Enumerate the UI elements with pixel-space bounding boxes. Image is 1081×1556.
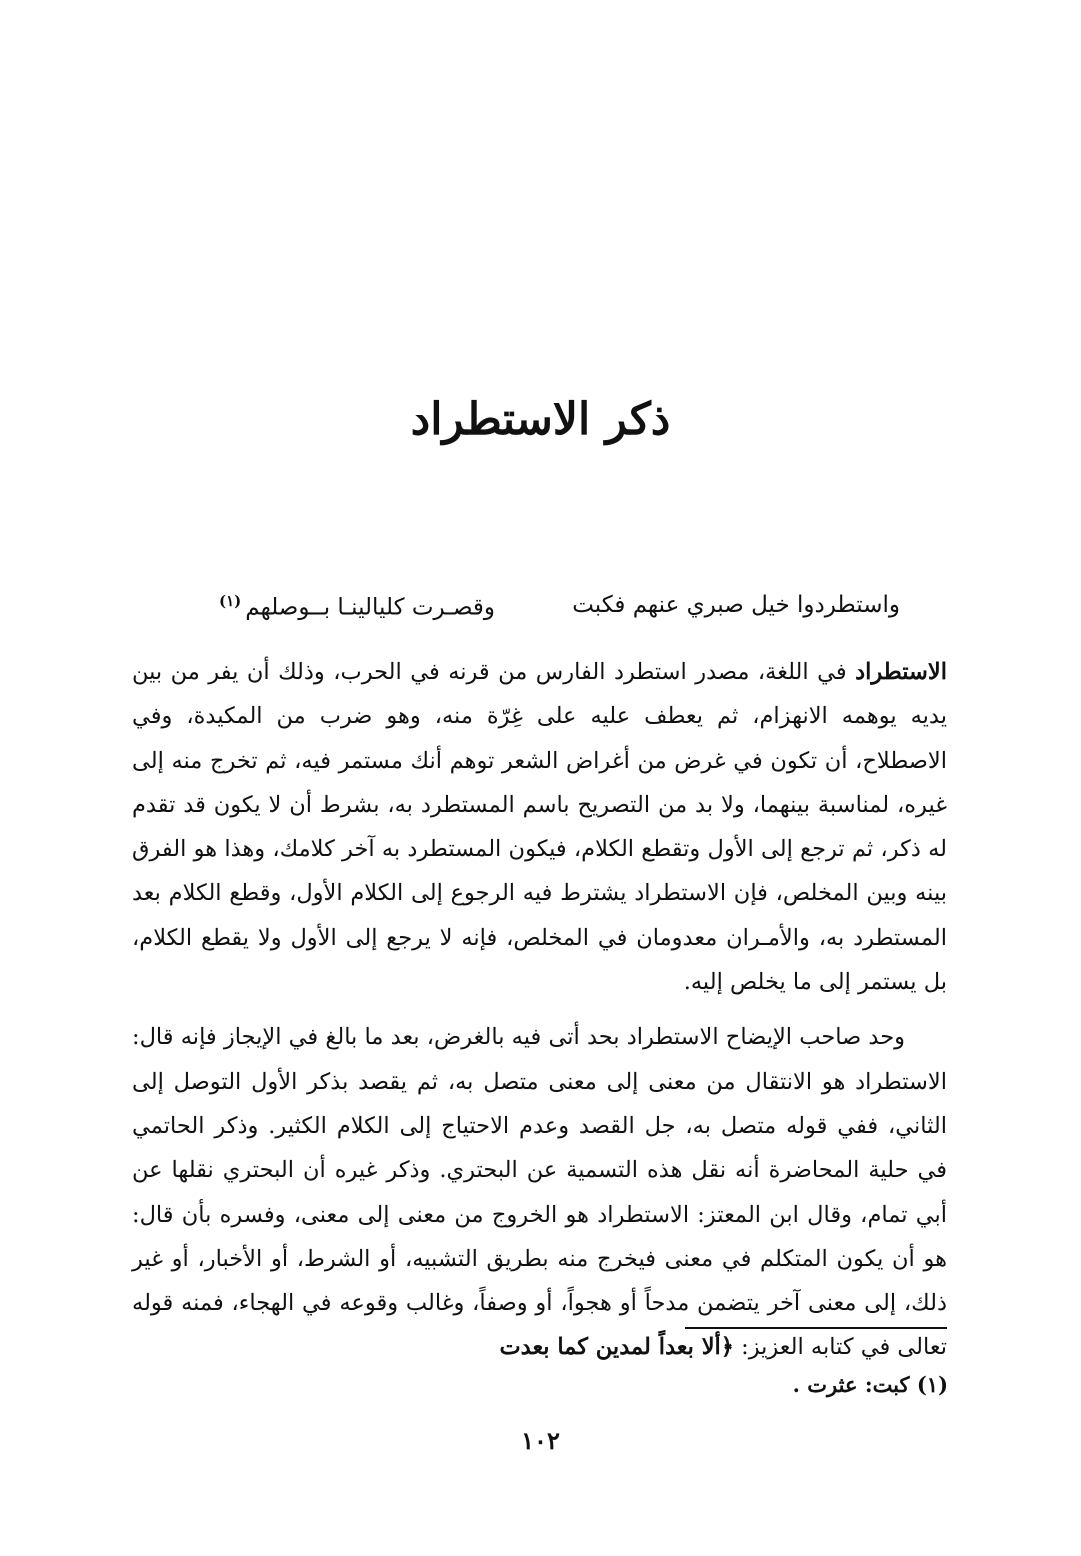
page-number: ١٠٢ (521, 1426, 560, 1455)
paragraph-history (132, 1015, 947, 1369)
paragraph-definition (132, 650, 947, 1004)
paragraph-lead-term: الاستطراد (855, 659, 947, 685)
page-title: ذكر الاستطراد (410, 394, 671, 446)
footnote: (١) كبت: عثرت . (792, 1372, 948, 1397)
footnote-marker: (١) (219, 592, 242, 610)
body-text (132, 650, 947, 1370)
quran-quote: ﴿ألا بعداً لمدين كما بعدت (499, 1334, 734, 1361)
verse-second-hemistich-text: وقصـرت كليالينـا بــوصلهم (245, 594, 495, 621)
verse-first-hemistich-text: واستطردوا خيل صبري عنهم فكبت (572, 592, 900, 618)
verse-first-hemistich (572, 592, 900, 618)
verse-second-hemistich (219, 592, 495, 621)
poetry-verse (150, 592, 910, 636)
paragraph-text: وحد صاحب الإيضاح الاستطراد بحد أتى فيه بالغرض، بعد ما بالغ في الإيجاز فإنه قال: الاستطراد هو الانتقال من معنى إلى معنى متصل به، ثم يقصد بذكر الأول التوصل إلى الثاني، ففي قوله متصل به، جل القصد وعدم الاحتياج إلى الكلام الكثير. وذكر الحاتمي في حلية المحاضرة أنه نقل هذه التسمية عن البحتري. وذكر غيره أن البحتري نقلها عن أبي تمام، وقال ابن المعتز: الاستطراد هو الخروج من معنى إلى معنى، وفسره بأن قال: هو أن يكون المتكلم في معنى فيخرج منه بطريق التشبيه، أو الشرط، أو الأخبار، أو غير ذلك، إلى معنى آخر يتضمن مدحاً أو هجواً، أو وصفاً، وغالب وقوعه في الهجاء، فمنه قوله تعالى في كتابه العزيز: (132, 1024, 947, 1361)
footnote-separator (685, 1327, 947, 1329)
paragraph-text: في اللغة، مصدر استطرد الفارس من قرنه في الحرب، وذلك أن يفر من بين يديه يوهمه الانهزام، ثم يعطف عليه على غِرّة منه، وهو ضرب من المكيدة، وفي الاصطلاح، أن تكون في غرض من أغراض الشعر توهم أنك مستمر فيه، ثم تخرج منه إلى غيره، لمناسبة بينهما، ولا بد من التصريح باسم المستطرد به، بشرط أن لا يكون قد تقدم له ذكر، ثم ترجع إلى الأول وتقطع الكلام، فيكون المستطرد به آخر كلامك، وهذا هو الفرق بينه وبين المخلص، فإن الاستطراد يشترط فيه الرجوع إلى الكلام الأول، وقطع الكلام بعد المستطرد به، والأمـران معدومان في المخلص، فإنه لا يرجع إلى الأول ولا يقطع الكلام، بل يستمر إلى ما يخلص إليه. (132, 659, 947, 996)
